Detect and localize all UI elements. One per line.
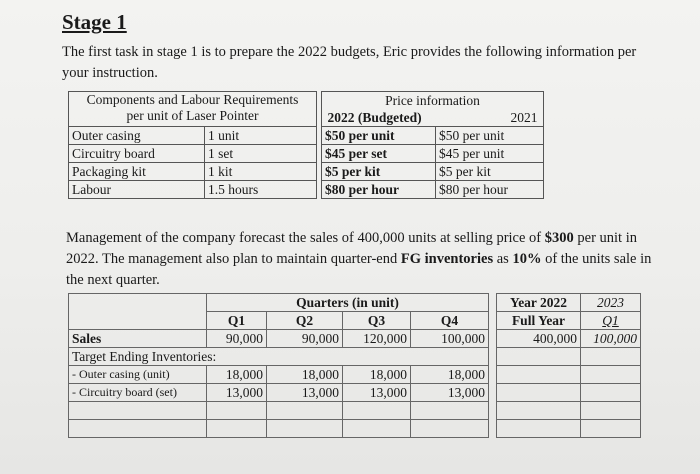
target-label-row bbox=[69, 348, 641, 366]
outer-label: - Outer casing (unit) bbox=[69, 366, 207, 384]
blank-cell bbox=[69, 294, 207, 312]
empty-cell bbox=[497, 402, 581, 420]
empty-cell bbox=[343, 420, 411, 438]
sales-year-cell: 400,000 bbox=[497, 330, 581, 348]
empty-cell bbox=[581, 420, 641, 438]
outer-cell: 18,000 bbox=[343, 366, 411, 384]
table-row bbox=[69, 181, 544, 199]
item-cell: Circuitry board bbox=[69, 145, 205, 163]
circuit-cell: 13,000 bbox=[207, 384, 267, 402]
sales-cell: 120,000 bbox=[343, 330, 411, 348]
components-header-line1: Components and Labour Requirements bbox=[86, 92, 299, 107]
qty-cell: 1 unit bbox=[205, 127, 317, 145]
empty-cell bbox=[207, 402, 267, 420]
sales-label: Sales bbox=[69, 330, 207, 348]
empty-cell bbox=[581, 384, 641, 402]
target-label: Target Ending Inventories: bbox=[69, 348, 489, 366]
outer-casing-row bbox=[69, 366, 641, 384]
table-row bbox=[69, 163, 544, 181]
empty-cell bbox=[69, 420, 207, 438]
components-header-line2: per unit of Laser Pointer bbox=[126, 108, 259, 123]
empty-cell bbox=[497, 366, 581, 384]
quarter-label: Q2 bbox=[267, 312, 343, 330]
quarters-header-row bbox=[69, 294, 641, 312]
price-2022-cell: $45 per set bbox=[322, 145, 436, 163]
para-part2: per unit in 2022. The management also plan to maintain quarter-end bbox=[66, 230, 637, 267]
empty-cell bbox=[497, 348, 581, 366]
table-row bbox=[69, 127, 544, 145]
price-2022-cell: $80 per hour bbox=[322, 181, 436, 199]
empty-cell bbox=[267, 420, 343, 438]
circuit-cell: 13,000 bbox=[411, 384, 489, 402]
next-year-header: 2023 bbox=[581, 294, 641, 312]
item-cell: Labour bbox=[69, 181, 205, 199]
price-2021-cell: $5 per kit bbox=[436, 163, 544, 181]
year-header: Year 2022 bbox=[497, 294, 581, 312]
price-2021-cell: $80 per hour bbox=[436, 181, 544, 199]
empty-cell bbox=[411, 402, 489, 420]
outer-cell: 18,000 bbox=[207, 366, 267, 384]
intro-text: The first task in stage 1 is to prepare the 2022 budgets, Eric provides the following information per your instruction. bbox=[62, 44, 637, 81]
empty-cell bbox=[581, 402, 641, 420]
sales-cell: 90,000 bbox=[207, 330, 267, 348]
price-header bbox=[322, 92, 544, 127]
sales-cell: 100,000 bbox=[411, 330, 489, 348]
quarter-label: Q3 bbox=[343, 312, 411, 330]
price-2021-cell: $45 per unit bbox=[436, 145, 544, 163]
empty-cell bbox=[267, 402, 343, 420]
para-pct: 10% bbox=[512, 251, 542, 267]
page-title: Stage 1 bbox=[62, 10, 127, 34]
table-row bbox=[69, 145, 544, 163]
components-table bbox=[68, 91, 544, 199]
empty-cell bbox=[411, 420, 489, 438]
blank-row bbox=[69, 402, 641, 420]
item-cell: Packaging kit bbox=[69, 163, 205, 181]
quarter-label-row bbox=[69, 312, 641, 330]
para-price: $300 bbox=[544, 230, 574, 246]
empty-cell bbox=[207, 420, 267, 438]
sales-cell: 90,000 bbox=[267, 330, 343, 348]
qty-cell: 1.5 hours bbox=[205, 181, 317, 199]
empty-cell bbox=[69, 402, 207, 420]
price-header-label: Price information bbox=[385, 93, 480, 108]
sales-next-cell: 100,000 bbox=[581, 330, 641, 348]
circuit-cell: 13,000 bbox=[267, 384, 343, 402]
quarters-table bbox=[68, 293, 641, 438]
empty-cell bbox=[497, 420, 581, 438]
forecast-paragraph bbox=[66, 228, 666, 291]
components-header bbox=[69, 92, 317, 127]
empty-cell bbox=[497, 384, 581, 402]
para-part1: Management of the company forecast the sales of 400,000 units at selling price of bbox=[66, 230, 545, 246]
para-part4: of the units sale in the next quarter. bbox=[66, 251, 652, 288]
quarter-label: Q4 bbox=[411, 312, 489, 330]
full-year-label: Full Year bbox=[497, 312, 581, 330]
col-2022-header: 2022 (Budgeted) bbox=[327, 110, 422, 125]
next-quarter-label: Q1 bbox=[581, 312, 641, 330]
empty-cell bbox=[581, 348, 641, 366]
blank-cell bbox=[69, 312, 207, 330]
circuit-cell: 13,000 bbox=[343, 384, 411, 402]
item-cell: Outer casing bbox=[69, 127, 205, 145]
empty-cell bbox=[343, 402, 411, 420]
para-part3: as bbox=[493, 251, 513, 267]
sales-row bbox=[69, 330, 641, 348]
circuit-label: - Circuitry board (set) bbox=[69, 384, 207, 402]
outer-cell: 18,000 bbox=[411, 366, 489, 384]
table-header-row bbox=[69, 92, 544, 127]
quarter-label: Q1 bbox=[207, 312, 267, 330]
outer-cell: 18,000 bbox=[267, 366, 343, 384]
price-2022-cell: $50 per unit bbox=[322, 127, 436, 145]
qty-cell: 1 kit bbox=[205, 163, 317, 181]
col-2021-header: 2021 bbox=[510, 110, 538, 125]
para-fg: FG inventories bbox=[400, 251, 494, 267]
price-2022-cell: $5 per kit bbox=[322, 163, 436, 181]
column-gap bbox=[489, 294, 497, 438]
circuitry-row bbox=[69, 384, 641, 402]
qty-cell: 1 set bbox=[205, 145, 317, 163]
quarters-group-header: Quarters (in unit) bbox=[207, 294, 489, 312]
blank-row bbox=[69, 420, 641, 438]
empty-cell bbox=[581, 366, 641, 384]
price-2021-cell: $50 per unit bbox=[436, 127, 544, 145]
